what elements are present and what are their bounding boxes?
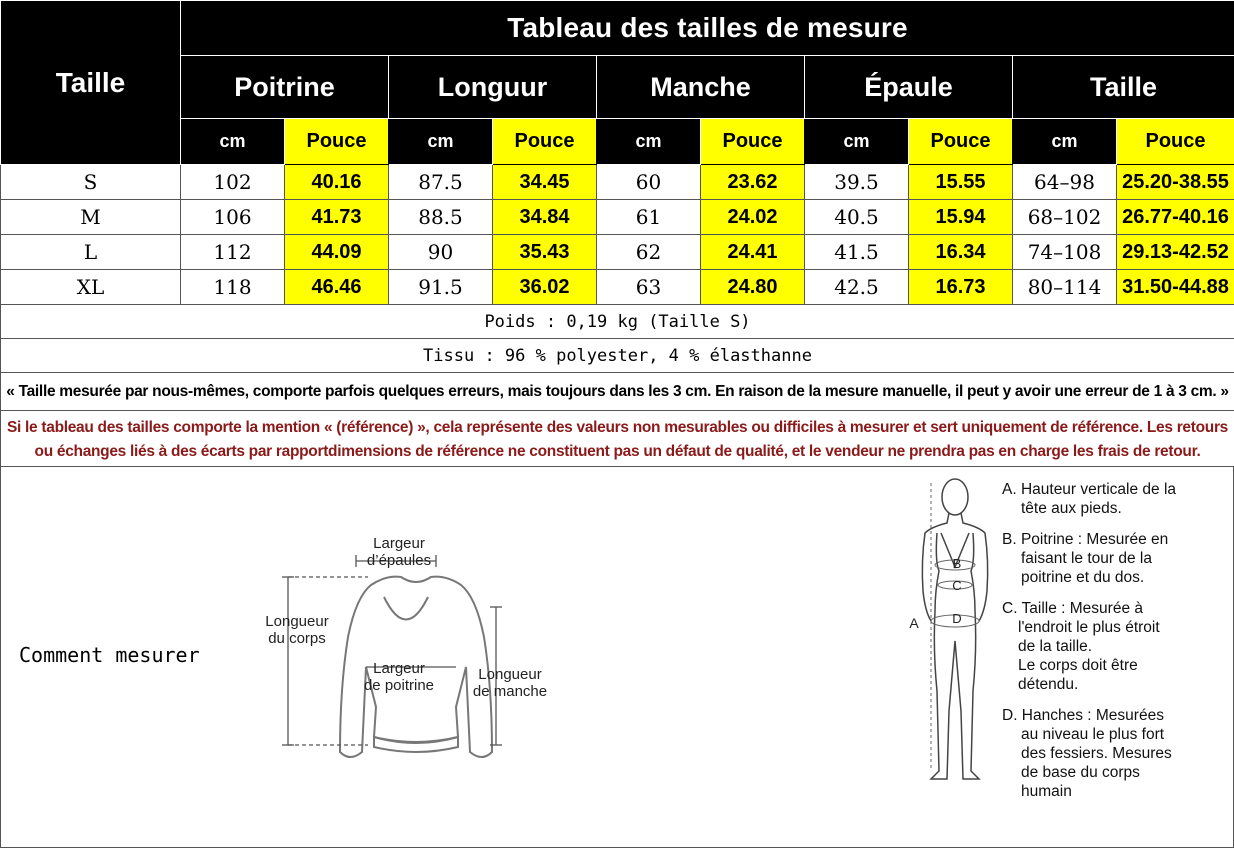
table-cell: 106 — [181, 200, 285, 235]
unit-cm-header: cm — [1013, 119, 1117, 165]
legend-b-line1: B. Poitrine : Mesurée en — [1002, 531, 1169, 548]
body-length-line1: Longueur — [265, 613, 329, 630]
table-cell: 40.5 — [805, 200, 909, 235]
table-cell: 15.94 — [909, 200, 1013, 235]
shoulder-width-line2: d’épaules — [366, 552, 432, 569]
table-cell: 24.80 — [701, 270, 805, 305]
shoulder-width-line1: Largeur — [373, 535, 425, 552]
table-cell: 90 — [389, 235, 493, 270]
marker-c: C — [952, 578, 962, 593]
measurement-legend — [1002, 480, 1227, 813]
table-cell: 24.41 — [701, 235, 805, 270]
legend-item-d — [1002, 706, 1227, 801]
sleeve-length-label — [466, 666, 554, 700]
size-label: M — [1, 200, 181, 235]
table-cell: 74–108 — [1013, 235, 1117, 270]
legend-item-a — [1002, 480, 1227, 518]
body-length-line2: du corps — [268, 630, 326, 647]
size-column-header: Taille — [1, 1, 181, 165]
marker-a: A — [909, 615, 919, 631]
unit-inch-header: Pouce — [909, 119, 1013, 165]
how-to-measure-label: Comment mesurer — [19, 643, 200, 667]
table-cell: 29.13-42.52 — [1117, 235, 1234, 270]
size-label: S — [1, 165, 181, 200]
measurement-disclaimer: « Taille mesurée par nous-mêmes, comporte parfois quelques erreurs, mais toujours dans les 3 cm. En raison de la mesure manuelle, il peut y avoir une erreur de 1 à 3 cm. » — [1, 373, 1234, 411]
table-row — [1, 235, 1234, 270]
legend-c-line3: de la taille. — [1018, 638, 1093, 655]
table-row — [1, 200, 1234, 235]
size-label: L — [1, 235, 181, 270]
unit-inch-header: Pouce — [493, 119, 597, 165]
body-length-label — [256, 613, 338, 647]
table-cell: 118 — [181, 270, 285, 305]
fabric-note: Tissu : 96 % polyester, 4 % élasthanne — [1, 339, 1234, 373]
table-row — [1, 270, 1234, 305]
size-label: XL — [1, 270, 181, 305]
table-cell: 91.5 — [389, 270, 493, 305]
legend-c-line5: détendu. — [1018, 676, 1079, 693]
legend-b-line3: poitrine et du dos. — [1021, 569, 1145, 586]
table-cell: 61 — [597, 200, 701, 235]
legend-d-line3: des fessiers. Mesures — [1021, 745, 1172, 762]
legend-c-line2: l'endroit le plus étroit — [1018, 619, 1160, 636]
table-cell: 88.5 — [389, 200, 493, 235]
unit-cm-header: cm — [597, 119, 701, 165]
group-header-waist: Taille — [1013, 56, 1234, 119]
table-cell: 39.5 — [805, 165, 909, 200]
table-cell: 40.16 — [285, 165, 389, 200]
legend-d-line1: D. Hanches : Mesurées — [1002, 707, 1164, 724]
legend-a-line2: tête aux pieds. — [1021, 500, 1122, 517]
unit-cm-header: cm — [389, 119, 493, 165]
table-title: Tableau des tailles de mesure — [181, 1, 1234, 56]
sleeve-length-line2: de manche — [472, 683, 548, 700]
legend-b-line2: faisant le tour de la — [1021, 550, 1152, 567]
table-cell: 34.84 — [493, 200, 597, 235]
chest-width-line1: Largeur — [373, 660, 425, 677]
legend-c-line4: Le corps doit être — [1018, 657, 1138, 674]
table-cell: 62 — [597, 235, 701, 270]
table-cell: 112 — [181, 235, 285, 270]
marker-b: B — [952, 556, 962, 571]
legend-c-line1: C. Taille : Mesurée à — [1002, 600, 1143, 617]
table-cell: 60 — [597, 165, 701, 200]
table-cell: 42.5 — [805, 270, 909, 305]
legend-item-c — [1002, 599, 1227, 694]
table-cell: 34.45 — [493, 165, 597, 200]
chest-width-label — [357, 660, 441, 694]
group-header-chest: Poitrine — [181, 56, 389, 119]
table-cell: 80–114 — [1013, 270, 1117, 305]
unit-cm-header: cm — [805, 119, 909, 165]
table-cell: 41.5 — [805, 235, 909, 270]
table-cell: 31.50-44.88 — [1117, 270, 1234, 305]
table-cell: 26.77-40.16 — [1117, 200, 1234, 235]
table-cell: 102 — [181, 165, 285, 200]
table-cell: 41.73 — [285, 200, 389, 235]
table-cell: 68–102 — [1013, 200, 1117, 235]
unit-inch-header: Pouce — [1117, 119, 1234, 165]
sleeve-length-line1: Longueur — [478, 666, 542, 683]
table-cell: 24.02 — [701, 200, 805, 235]
unit-cm-header: cm — [181, 119, 285, 165]
table-cell: 46.46 — [285, 270, 389, 305]
table-cell: 16.34 — [909, 235, 1013, 270]
unit-inch-header: Pouce — [701, 119, 805, 165]
weight-note: Poids : 0,19 kg (Taille S) — [1, 305, 1234, 339]
table-row — [1, 165, 1234, 200]
table-cell: 15.55 — [909, 165, 1013, 200]
table-cell: 35.43 — [493, 235, 597, 270]
unit-inch-header: Pouce — [285, 119, 389, 165]
marker-d: D — [952, 611, 962, 626]
measurement-guide — [0, 466, 1234, 848]
table-cell: 64–98 — [1013, 165, 1117, 200]
group-header-shoulder: Épaule — [805, 56, 1013, 119]
legend-d-line4: de base du corps — [1021, 764, 1140, 781]
table-cell: 44.09 — [285, 235, 389, 270]
table-cell: 87.5 — [389, 165, 493, 200]
table-cell: 25.20-38.55 — [1117, 165, 1234, 200]
legend-a-line1: A. Hauteur verticale de la — [1002, 481, 1177, 498]
group-header-sleeve: Manche — [597, 56, 805, 119]
legend-item-b — [1002, 530, 1227, 587]
table-cell: 63 — [597, 270, 701, 305]
legend-d-line5: humain — [1021, 783, 1072, 800]
table-cell: 23.62 — [701, 165, 805, 200]
legend-d-line2: au niveau le plus fort — [1021, 726, 1165, 743]
table-cell: 16.73 — [909, 270, 1013, 305]
shoulder-width-label — [359, 535, 439, 569]
reference-note: Si le tableau des tailles comporte la mention « (référence) », cela représente des valeurs non mesurables ou difficiles à mesurer et sert uniquement de référence. Les retours ou échanges liés à des écarts par rapportdimensions de référence ne constituent pas un défaut de qualité, et le vendeur ne prendra pas en charge les frais de retour. — [1, 411, 1234, 469]
chest-width-line2: de poitrine — [363, 677, 435, 694]
table-cell: 36.02 — [493, 270, 597, 305]
group-header-length: Longuur — [389, 56, 597, 119]
